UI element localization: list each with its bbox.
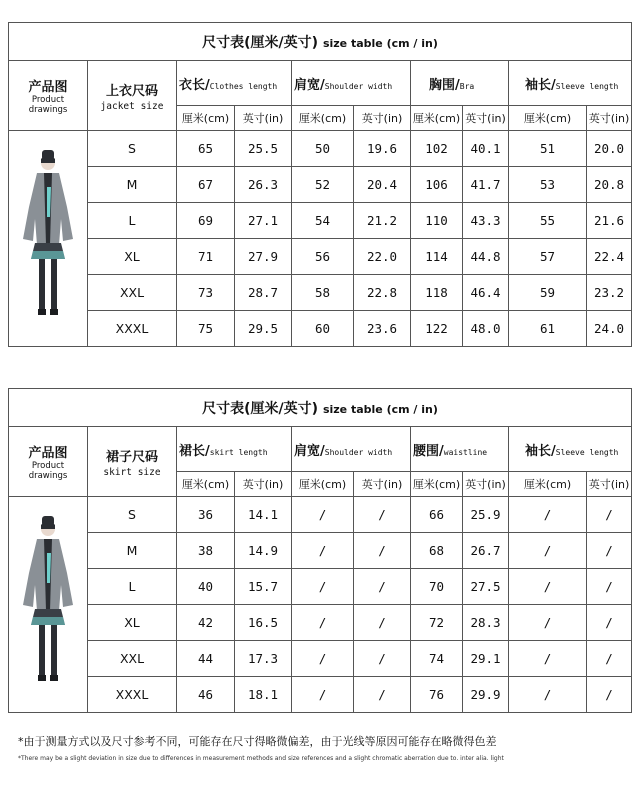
table-row (9, 311, 632, 347)
size-label: XXXL (88, 311, 177, 347)
table-row (9, 275, 632, 311)
measurement-value: 75 (177, 311, 235, 347)
size-label: XXXL (88, 677, 177, 713)
measurement-value: / (292, 497, 354, 533)
measurement-value: 19.6 (354, 131, 411, 167)
measurement-value: 29.1 (463, 641, 509, 677)
unit-cm: 厘米(cm) (177, 472, 235, 497)
measurement-value: 41.7 (463, 167, 509, 203)
measurement-value: 60 (292, 311, 354, 347)
table-row (9, 533, 632, 569)
column-header-sleeve: 袖长/Sleeve length (509, 61, 632, 106)
size-label: S (88, 497, 177, 533)
measurement-value: 118 (411, 275, 463, 311)
measurement-value: 106 (411, 167, 463, 203)
product-figure-image (17, 147, 79, 327)
table-row (9, 677, 632, 713)
measurement-value: / (354, 569, 411, 605)
measurement-value: 22.4 (587, 239, 632, 275)
column-header-shoulder: 肩宽/Shoulder width (292, 427, 411, 472)
unit-cm: 厘米(cm) (292, 472, 354, 497)
measurement-value: 29.9 (463, 677, 509, 713)
column-header-waist: 腰围/waistline (411, 427, 509, 472)
measurement-value: 76 (411, 677, 463, 713)
measurement-value: 28.3 (463, 605, 509, 641)
measurement-value: 48.0 (463, 311, 509, 347)
measurement-value: / (587, 677, 632, 713)
unit-in: 英寸(in) (587, 106, 632, 131)
table-row (9, 605, 632, 641)
measurement-value: 27.1 (235, 203, 292, 239)
measurement-value: / (509, 605, 587, 641)
product-header: 产品图 Product drawings (9, 61, 88, 131)
unit-cm: 厘米(cm) (509, 472, 587, 497)
unit-cm: 厘米(cm) (292, 106, 354, 131)
measurement-value: 17.3 (235, 641, 292, 677)
product-header: 产品图 Product drawings (9, 427, 88, 497)
measurement-value: 43.3 (463, 203, 509, 239)
measurement-value: 44 (177, 641, 235, 677)
size-label: XXL (88, 641, 177, 677)
unit-in: 英寸(in) (235, 106, 292, 131)
measurement-value: / (292, 605, 354, 641)
unit-in: 英寸(in) (354, 106, 411, 131)
measurement-value: 46.4 (463, 275, 509, 311)
unit-in: 英寸(in) (235, 472, 292, 497)
measurement-value: / (587, 497, 632, 533)
measurement-value: 26.3 (235, 167, 292, 203)
measurement-value: 22.0 (354, 239, 411, 275)
measurement-value: 66 (411, 497, 463, 533)
table-title: 尺寸表(厘米/英寸) size table (cm / in) (9, 23, 632, 61)
unit-cm: 厘米(cm) (509, 106, 587, 131)
measurement-value: 28.7 (235, 275, 292, 311)
size-label: XL (88, 605, 177, 641)
measurement-value: 21.2 (354, 203, 411, 239)
measurement-value: 70 (411, 569, 463, 605)
measurement-note-zh: *由于测量方式以及尺寸参考不同，可能存在尺寸得略微偏差，由于光线等原因可能存在略微得色差 (18, 735, 497, 748)
table-title: 尺寸表(厘米/英寸) size table (cm / in) (9, 389, 632, 427)
measurement-value: / (587, 569, 632, 605)
measurement-value: / (587, 641, 632, 677)
measurement-value: 74 (411, 641, 463, 677)
measurement-value: 50 (292, 131, 354, 167)
measurement-value: / (354, 677, 411, 713)
measurement-value: 65 (177, 131, 235, 167)
measurement-value: 59 (509, 275, 587, 311)
measurement-value: 114 (411, 239, 463, 275)
table-row (9, 203, 632, 239)
measurement-value: / (354, 641, 411, 677)
measurement-value: / (587, 533, 632, 569)
measurement-value: 40.1 (463, 131, 509, 167)
measurement-value: 52 (292, 167, 354, 203)
table-row (9, 497, 632, 533)
measurement-value: 40 (177, 569, 235, 605)
measurement-note-en: *There may be a slight deviation in size due to differences in measurement methods and size references and a slight chromatic aberration due to. inter alia. light (18, 755, 504, 762)
measurement-value: 20.0 (587, 131, 632, 167)
measurement-value: 29.5 (235, 311, 292, 347)
size-header: 上衣尺码 jacket size (88, 61, 177, 131)
unit-in: 英寸(in) (463, 106, 509, 131)
measurement-value: 56 (292, 239, 354, 275)
table-row (9, 167, 632, 203)
measurement-value: 61 (509, 311, 587, 347)
table-row (9, 641, 632, 677)
measurement-value: 54 (292, 203, 354, 239)
measurement-value: 102 (411, 131, 463, 167)
measurement-value: 57 (509, 239, 587, 275)
product-figure-image (17, 513, 79, 693)
product-photo-cell (9, 497, 88, 713)
measurement-value: 71 (177, 239, 235, 275)
measurement-value: / (292, 641, 354, 677)
unit-cm: 厘米(cm) (411, 106, 463, 131)
column-header-shoulder: 肩宽/Shoulder width (292, 61, 411, 106)
measurement-value: 36 (177, 497, 235, 533)
measurement-value: 73 (177, 275, 235, 311)
column-header-length: 裙长/skirt length (177, 427, 292, 472)
measurement-value: 18.1 (235, 677, 292, 713)
measurement-value: 42 (177, 605, 235, 641)
measurement-value: 24.0 (587, 311, 632, 347)
jacket-size-table (8, 22, 632, 347)
measurement-value: 69 (177, 203, 235, 239)
measurement-value: 68 (411, 533, 463, 569)
measurement-value: / (354, 605, 411, 641)
measurement-value: / (509, 641, 587, 677)
column-header-bust: 胸围/Bra (411, 61, 509, 106)
size-label: XXL (88, 275, 177, 311)
column-header-length: 衣长/Clothes length (177, 61, 292, 106)
measurement-value: 53 (509, 167, 587, 203)
measurement-value: / (587, 605, 632, 641)
column-header-sleeve: 袖长/Sleeve length (509, 427, 632, 472)
unit-in: 英寸(in) (354, 472, 411, 497)
measurement-value: 16.5 (235, 605, 292, 641)
unit-in: 英寸(in) (463, 472, 509, 497)
measurement-value: 51 (509, 131, 587, 167)
measurement-value: / (509, 569, 587, 605)
measurement-value: 26.7 (463, 533, 509, 569)
measurement-value: 122 (411, 311, 463, 347)
product-photo-cell (9, 131, 88, 347)
measurement-value: 58 (292, 275, 354, 311)
measurement-value: 72 (411, 605, 463, 641)
measurement-value: 55 (509, 203, 587, 239)
unit-in: 英寸(in) (587, 472, 632, 497)
size-label: XL (88, 239, 177, 275)
measurement-value: 46 (177, 677, 235, 713)
size-label: M (88, 533, 177, 569)
measurement-value: / (509, 677, 587, 713)
measurement-value: 14.1 (235, 497, 292, 533)
table-row (9, 239, 632, 275)
measurement-value: / (292, 533, 354, 569)
unit-cm: 厘米(cm) (177, 106, 235, 131)
measurement-value: / (509, 497, 587, 533)
measurement-value: 14.9 (235, 533, 292, 569)
measurement-value: 38 (177, 533, 235, 569)
measurement-value: 67 (177, 167, 235, 203)
size-header: 裙子尺码 skirt size (88, 427, 177, 497)
measurement-value: 20.8 (587, 167, 632, 203)
measurement-value: 23.6 (354, 311, 411, 347)
size-label: L (88, 203, 177, 239)
size-label: S (88, 131, 177, 167)
measurement-value: / (292, 569, 354, 605)
measurement-value: 25.5 (235, 131, 292, 167)
unit-cm: 厘米(cm) (411, 472, 463, 497)
size-label: M (88, 167, 177, 203)
measurement-value: 21.6 (587, 203, 632, 239)
measurement-value: 44.8 (463, 239, 509, 275)
measurement-value: / (354, 533, 411, 569)
measurement-value: 23.2 (587, 275, 632, 311)
table-row (9, 569, 632, 605)
skirt-size-table (8, 388, 632, 713)
measurement-value: 110 (411, 203, 463, 239)
measurement-value: 25.9 (463, 497, 509, 533)
measurement-value: 20.4 (354, 167, 411, 203)
measurement-value: 15.7 (235, 569, 292, 605)
measurement-value: / (292, 677, 354, 713)
measurement-value: 22.8 (354, 275, 411, 311)
measurement-value: 27.5 (463, 569, 509, 605)
table-row (9, 131, 632, 167)
measurement-value: / (509, 533, 587, 569)
measurement-value: 27.9 (235, 239, 292, 275)
size-label: L (88, 569, 177, 605)
measurement-value: / (354, 497, 411, 533)
